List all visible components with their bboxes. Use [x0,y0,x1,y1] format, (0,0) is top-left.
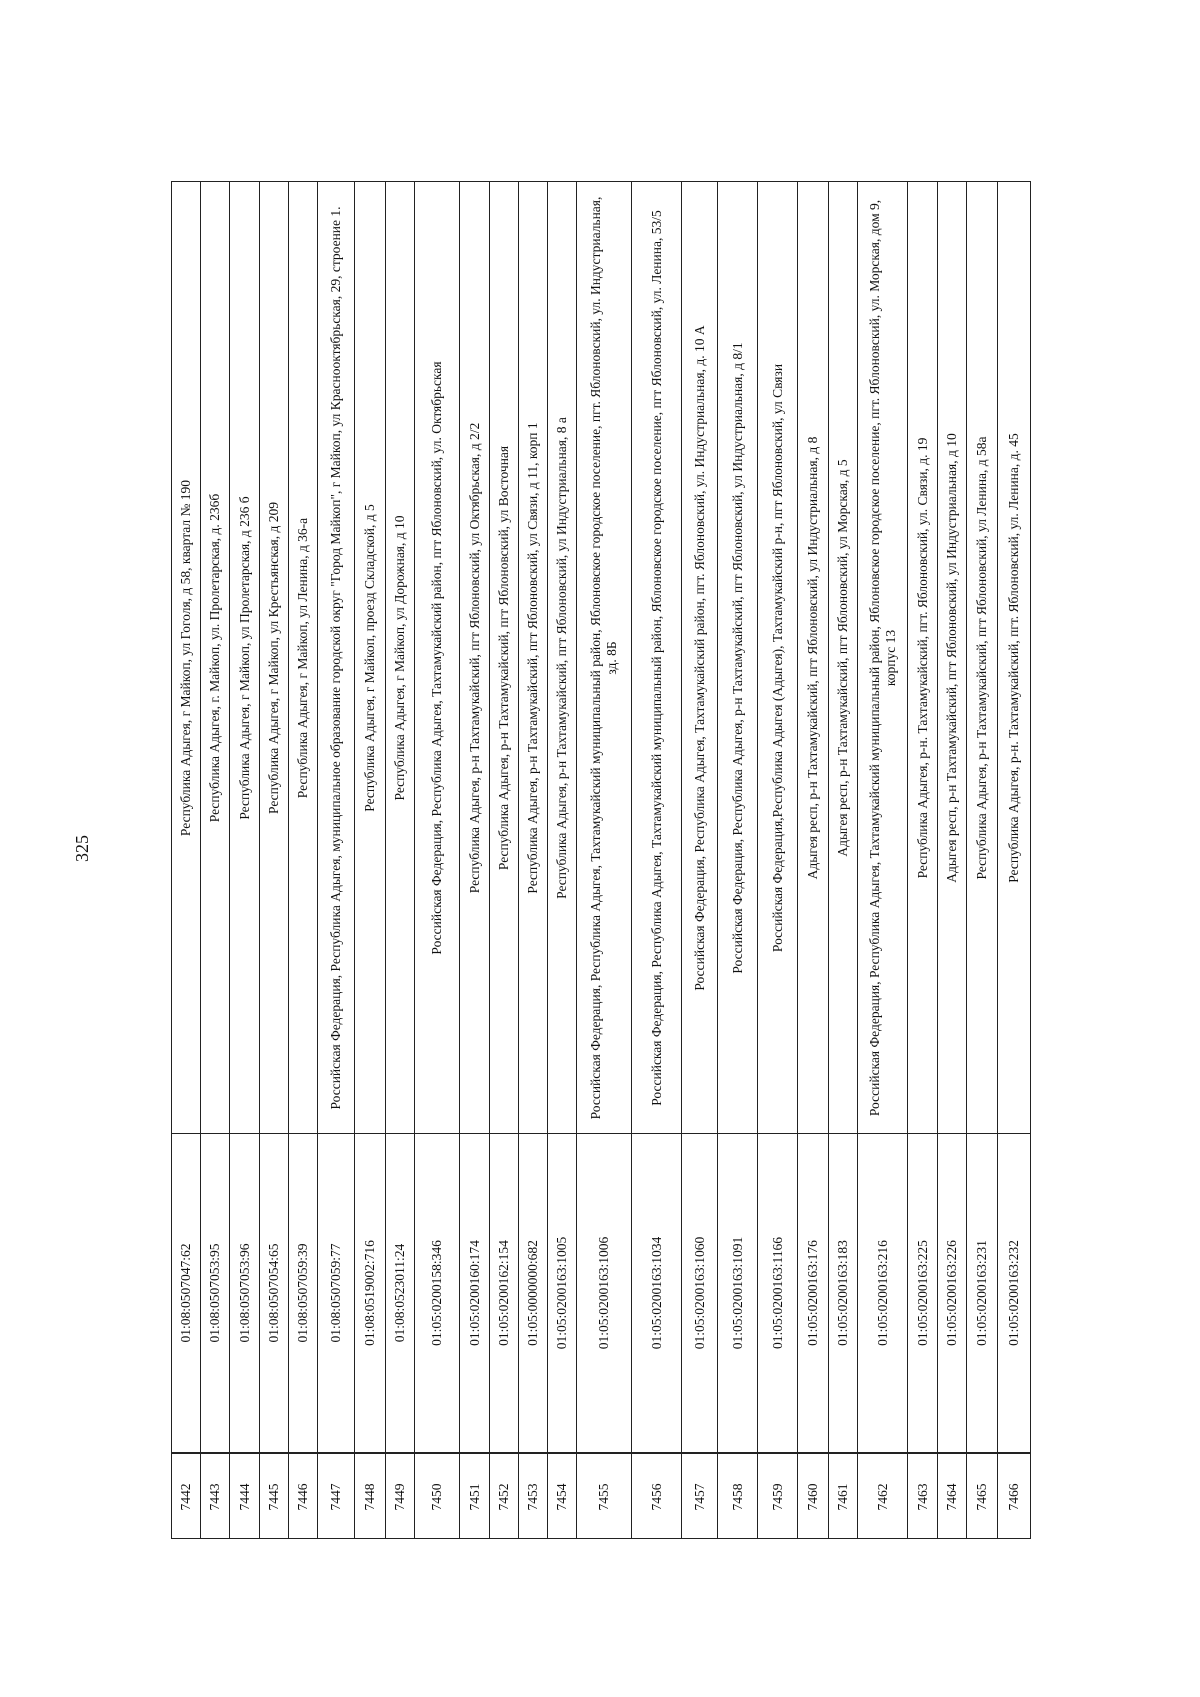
cell-divider [718,1453,757,1454]
cell-divider [682,1453,717,1454]
address-cell-text: Российская Федерация,Республика Адыгея (Адыгея), Тахтамукайский р-н, пгт Яблоновский, ул Связи [769,363,785,952]
cadastral-number-cell-text: 01:05:0200163:1005 [554,1236,569,1350]
address-cell-text: Республика Адыгея, р-н Тахтамукайский, пгт Яблоновский, ул Восточная [496,445,511,870]
cadastral-number-cell-text: 01:08:0507053:96 [236,1243,252,1343]
row-number-cell-text: 7458 [729,1483,745,1510]
address-cell-text: Республика Адыгея, р-н Тахтамукайский, пгт Яблоновский, ул Ленина, д 58а [974,435,989,880]
cadastral-number-cell-text: 01:05:0200158:346 [429,1240,444,1346]
page-number: 325 [71,834,92,862]
cadastral-number-cell [632,1134,681,1453]
row-number-cell [318,1453,354,1540]
cadastral-number-cell [201,1134,229,1453]
cadastral-number-cell-text: 01:08:0523011:24 [392,1243,407,1343]
cadastral-number-cell [490,1134,518,1453]
address-cell-text: Республика Адыгея, г Майкоп, проезд Складской, д 5 [362,503,377,812]
address-cell-text: Республика Адыгея, г. Майкоп, ул. Пролетарская, д. 236б [207,493,222,822]
row-number-cell [230,1453,259,1540]
address-cell-text: Республика Адыгея, р-н Тахтамукайский, пгт Яблоновский, ул Октябрьская, д 2/2 [466,422,482,893]
row-number-cell-text: 7465 [974,1483,989,1510]
address-cell [632,182,681,1134]
table-row [354,181,386,1539]
address-cell-text: Российская Федерация, Республика Адыгея, Тахтамукайский муниципальный район, Яблоновское городское поселение, пгт Яблоновский, ул. Ленина, 53/5 [648,209,664,1106]
address-cell [998,182,1030,1134]
address-cell [230,182,259,1134]
address-cell [260,182,288,1134]
table-row [489,181,519,1539]
cadastral-number-cell-text: 01:05:0200163:1006 [596,1236,611,1350]
cadastral-number-cell-text: 01:05:0200163:216 [874,1240,890,1346]
cadastral-number-cell [260,1134,288,1453]
cell-divider [415,1453,459,1454]
cadastral-number-cell-text: 01:05:0200163:232 [1006,1240,1021,1346]
table-row [907,181,938,1539]
table-row [200,181,230,1539]
row-number-cell [632,1453,681,1540]
address-cell [519,182,547,1134]
table-row [414,181,460,1539]
cell-divider [490,1453,518,1454]
address-cell-text: Республика Адыгея, р-н. Тахтамукайский, пгт. Яблоновский, ул. Ленина, д. 45 [1006,432,1021,883]
cadastral-number-cell-text: 01:08:0507059:39 [295,1243,310,1343]
row-number-cell-text: 7447 [328,1483,343,1510]
address-cell [415,182,459,1134]
row-number-cell [355,1453,385,1540]
row-number-cell-text: 7466 [1006,1483,1021,1510]
table-row [828,181,858,1539]
cell-divider [201,1453,229,1454]
cadastral-number-cell [519,1134,547,1453]
cadastral-number-cell-text: 01:05:0200163:1060 [691,1236,707,1350]
row-number-cell [829,1453,857,1540]
row-number-cell-text: 7462 [874,1483,890,1510]
address-cell-text: Адыгея респ, р-н Тахтамукайский, пгт Яблоновский, ул Индустриальная, д 10 [944,432,959,883]
table-row [576,181,632,1539]
address-cell-text: Республика Адыгея, р-н Тахтамукайский, пгт Яблоновский, ул Индустриальная, 8 а [554,416,569,899]
cadastral-number-cell [355,1134,385,1453]
cadastral-number-cell [718,1134,757,1453]
address-cell [172,182,200,1134]
row-number-cell-text: 7455 [596,1483,611,1510]
row-number-cell-text: 7463 [914,1483,930,1510]
cell-divider [938,1453,966,1454]
row-number-cell-text: 7446 [295,1483,310,1510]
address-cell-text: Российская Федерация, Республика Адыгея, р-н Тахтамукайский, пгт Яблоновский, ул Индустриальная, д 8/1 [729,341,745,974]
address-cell-text: Российская Федерация, Республика Адыгея, Тахтамукайский район, пгт Яблоновский, ул. Октябрьская [429,360,444,955]
cadastral-number-cell-text: 01:05:0200162:154 [496,1240,511,1346]
row-number-cell [460,1453,489,1540]
cadastral-number-cell-text: 01:05:0200163:231 [974,1240,989,1346]
row-number-cell-text: 7457 [691,1483,707,1510]
cell-divider [858,1453,907,1454]
cadastral-number-cell [938,1134,966,1453]
cell-divider [798,1453,828,1454]
address-cell-text: Республика Адыгея, г Майкоп, ул Пролетарская, д 236 б [236,495,252,820]
row-number-cell-text: 7443 [207,1483,222,1510]
cadastral-number-cell-text: 01:05:0200163:183 [835,1240,850,1346]
table-row [797,181,829,1539]
cadastral-number-cell [858,1134,907,1453]
row-number-cell-text: 7459 [769,1483,785,1510]
cell-divider [758,1453,797,1454]
cadastral-number-cell [577,1134,631,1453]
cadastral-number-cell-text: 01:05:0200163:176 [805,1240,820,1346]
row-number-cell [682,1453,717,1540]
address-cell [548,182,576,1134]
table-row [937,181,967,1539]
address-cell [201,182,229,1134]
row-number-cell-text: 7451 [466,1483,482,1510]
cadastral-number-cell [829,1134,857,1453]
table-row [317,181,355,1539]
cadastral-number-cell [289,1134,317,1453]
row-number-cell [289,1453,317,1540]
cadastral-number-cell-text: 01:05:0200163:226 [944,1240,959,1346]
table-row [288,181,318,1539]
registry-table [171,181,1115,1539]
cadastral-number-cell-text: 01:08:0507047:62 [178,1243,193,1343]
cadastral-number-cell [318,1134,354,1453]
table-row [631,181,682,1539]
table-row [857,181,908,1539]
cadastral-number-cell [460,1134,489,1453]
table-row [966,181,998,1539]
row-number-cell-text: 7453 [525,1483,540,1510]
table-row [385,181,415,1539]
table-row [997,181,1031,1539]
cell-divider [172,1453,200,1454]
row-number-cell-text: 7460 [805,1483,820,1510]
cadastral-number-cell [230,1134,259,1453]
address-cell-text: Адыгея респ, р-н Тахтамукайский, пгт Яблоновский, ул Индустриальная, д 8 [805,436,820,879]
table-row [229,181,260,1539]
table-row [681,181,718,1539]
address-cell-text: Российская Федерация, Республика Адыгея, Тахтамукайский район, пгт. Яблоновский, ул. Индустриальная, д. 10 А [691,324,707,991]
address-cell [938,182,966,1134]
cell-divider [967,1453,997,1454]
cadastral-number-cell [998,1134,1030,1453]
row-number-cell [858,1453,907,1540]
cell-divider [386,1453,414,1454]
cadastral-number-cell [967,1134,997,1453]
address-cell [460,182,489,1134]
cadastral-number-cell [386,1134,414,1453]
row-number-cell [172,1453,200,1540]
address-cell-text: Республика Адыгея, г Майкоп, ул Крестьянская, д 209 [266,501,281,814]
cadastral-number-cell-text: 01:08:0507059:77 [328,1243,343,1343]
address-cell-text: Российская Федерация, Республика Адыгея, Тахтамукайский муниципальный район, Яблоновское городское поселение, пгт. Яблоновский, ул. Морская, дом 9, корпус 13 [866,199,898,1116]
row-number-cell [758,1453,797,1540]
address-cell [355,182,385,1134]
row-number-cell-text: 7452 [496,1483,511,1510]
row-number-cell [548,1453,576,1540]
cell-divider [548,1453,576,1454]
address-cell-text: Российская Федерация, Республика Адыгея, Тахтамукайский муниципальный район, Яблоновское городское поселение, пгт. Яблоновский, ул. Индустриальная, зд. 8Б [588,196,619,1119]
address-cell [682,182,717,1134]
address-cell [798,182,828,1134]
cell-divider [260,1453,288,1454]
address-cell [289,182,317,1134]
row-number-cell-text: 7456 [648,1483,664,1510]
address-cell-text: Республика Адыгея, г Майкоп, ул Дорожная, д 10 [392,514,407,801]
address-cell [829,182,857,1134]
address-cell [386,182,414,1134]
cell-divider [318,1453,354,1454]
address-cell [858,182,907,1134]
table-row [547,181,577,1539]
cell-divider [908,1453,937,1454]
cadastral-number-cell-text: 01:05:0200163:1091 [729,1236,745,1350]
cadastral-number-cell-text: 01:08:0507053:95 [207,1243,222,1343]
table-row [717,181,758,1539]
cell-divider [289,1453,317,1454]
row-number-cell-text: 7449 [392,1483,407,1510]
row-number-cell-text: 7448 [362,1483,377,1510]
table-row [171,181,201,1539]
cadastral-number-cell-text: 01:08:0519002:716 [362,1240,377,1346]
cadastral-number-cell-text: 01:08:0507054:65 [266,1243,281,1343]
row-number-cell [519,1453,547,1540]
address-cell [577,182,631,1134]
address-cell-text: Республика Адыгея, г Майкоп, ул Гоголя, д 58, квартал № 190 [178,479,193,836]
address-cell-text: Российская Федерация, Республика Адыгея, муниципальное образование городской округ "Город Майкоп", г Майкоп, ул Краснооктябрьская, 29, строение 1. [328,205,343,1110]
address-cell [967,182,997,1134]
cell-divider [577,1453,631,1454]
address-cell [318,182,354,1134]
cadastral-number-cell-text: 01:05:0000000:682 [525,1240,540,1346]
cell-divider [998,1453,1030,1454]
cadastral-number-cell-text: 01:05:0200163:1166 [769,1236,785,1350]
row-number-cell [415,1453,459,1540]
address-cell-text: Республика Адыгея, г Майкоп, ул Ленина, д 36-а [295,517,310,798]
table-row [757,181,798,1539]
table-row [518,181,548,1539]
row-number-cell-text: 7461 [835,1483,850,1510]
row-number-cell-text: 7445 [266,1483,281,1510]
cadastral-number-cell [758,1134,797,1453]
cadastral-number-cell-text: 01:05:0200160:174 [466,1240,482,1346]
cadastral-number-cell-text: 01:05:0200163:1034 [648,1236,664,1350]
address-cell [718,182,757,1134]
row-number-cell [201,1453,229,1540]
cadastral-number-cell [908,1134,937,1453]
cadastral-number-cell [548,1134,576,1453]
address-cell [758,182,797,1134]
cadastral-number-cell [682,1134,717,1453]
cadastral-number-cell [798,1134,828,1453]
row-number-cell [490,1453,518,1540]
row-number-cell-text: 7464 [944,1483,959,1510]
row-number-cell [718,1453,757,1540]
cadastral-number-cell-text: 01:05:0200163:225 [914,1240,930,1346]
cadastral-number-cell [415,1134,459,1453]
cell-divider [355,1453,385,1454]
address-cell-text: Адыгея респ, р-н Тахтамукайский, пгт Яблоновский, ул Морская, д 5 [835,458,850,857]
cadastral-number-cell [172,1134,200,1453]
row-number-cell [967,1453,997,1540]
address-cell-text: Республика Адыгея, р-н. Тахтамукайский, пгт. Яблоновский, ул. Связи, д. 19 [914,437,930,878]
row-number-cell [798,1453,828,1540]
row-number-cell [938,1453,966,1540]
table-row [259,181,289,1539]
row-number-cell [386,1453,414,1540]
row-number-cell-text: 7444 [236,1483,252,1510]
row-number-cell [577,1453,631,1540]
row-number-cell [908,1453,937,1540]
address-cell [908,182,937,1134]
address-cell [490,182,518,1134]
row-number-cell-text: 7450 [429,1483,444,1510]
cell-divider [460,1453,489,1454]
row-number-cell-text: 7442 [178,1483,193,1510]
cell-divider [632,1453,681,1454]
row-number-cell [998,1453,1030,1540]
cell-divider [829,1453,857,1454]
address-cell-text: Республика Адыгея, р-н Тахтамукайский, пгт Яблоновский, ул Связи, д 11, корп 1 [525,421,540,894]
table-row [459,181,490,1539]
row-number-cell [260,1453,288,1540]
row-number-cell-text: 7454 [554,1483,569,1510]
cell-divider [230,1453,259,1454]
cell-divider [519,1453,547,1454]
